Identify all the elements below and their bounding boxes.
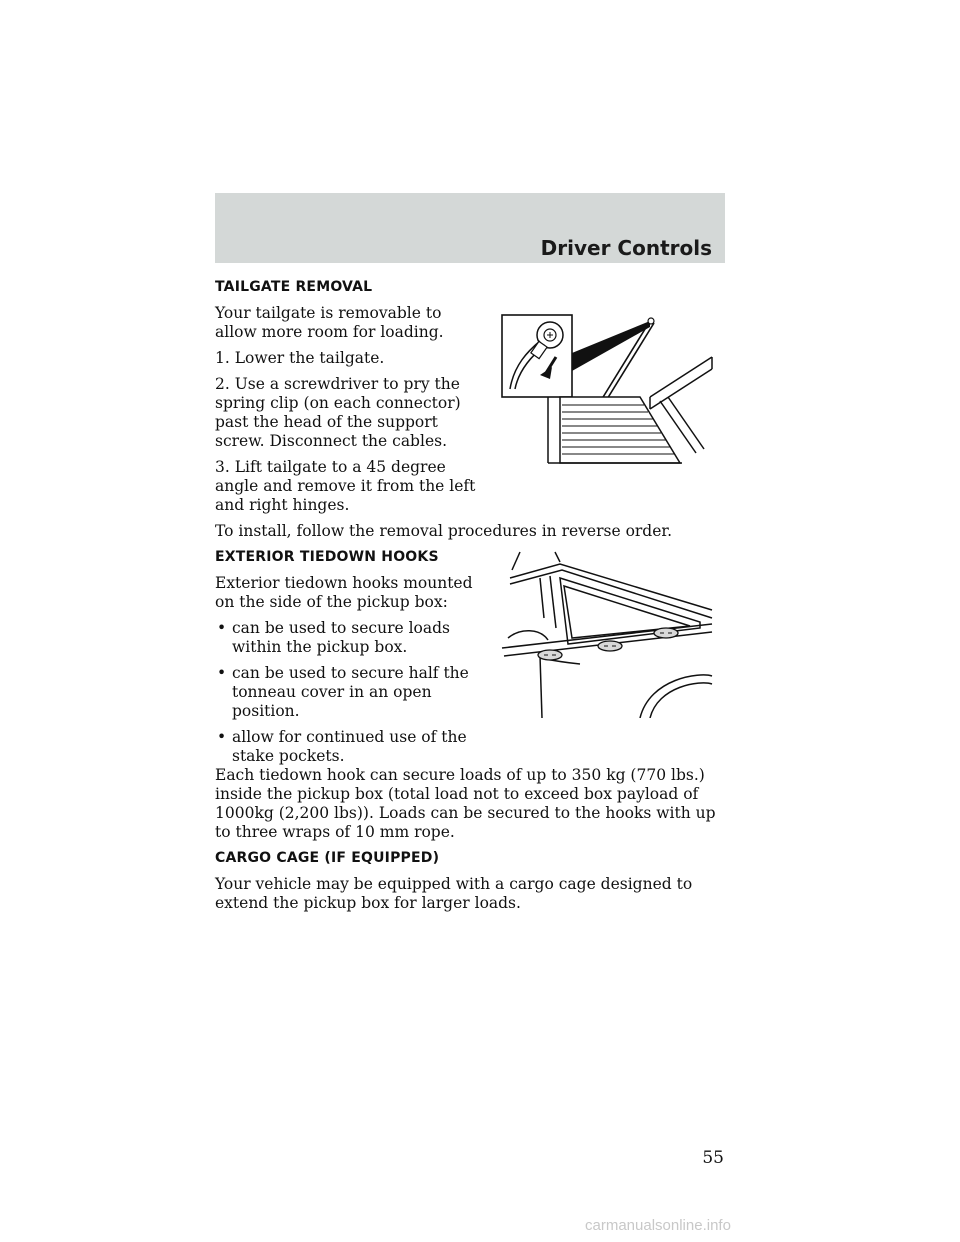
section-header-band bbox=[215, 193, 725, 263]
cargo-cage-heading: CARGO CAGE (IF EQUIPPED) bbox=[215, 850, 440, 866]
tailgate-install-note: To install, follow the removal procedures in reverse order. bbox=[215, 522, 673, 540]
tiedown-capacity: Each tiedown hook can secure loads of up to 350 kg (770 lbs.) inside the pickup box (total load not to exceed box payload of 1000kg (2,200 lbs)). Loads can be secured to the hooks with up to three wraps of 10 mm rope. bbox=[215, 766, 716, 841]
tiedown-intro: Exterior tiedown hooks mounted on the side of the pickup box: bbox=[215, 574, 473, 611]
list-item: • can be used to secure loads within the pickup box. bbox=[217, 619, 451, 656]
bullet: • bbox=[217, 664, 227, 682]
section-title: Driver Controls bbox=[540, 236, 712, 260]
bullet: • bbox=[217, 728, 227, 746]
tailgate-step-1: 1. Lower the tailgate. bbox=[215, 349, 385, 367]
tailgate-heading: TAILGATE REMOVAL bbox=[215, 279, 373, 295]
cargo-cage-text: Your vehicle may be equipped with a cargo cage designed to extend the pickup box for larger loads. bbox=[215, 875, 693, 912]
page-number: 55 bbox=[702, 1148, 724, 1168]
page-content bbox=[215, 278, 730, 920]
tiedown-bullet-list bbox=[215, 619, 480, 766]
tiedown-heading: EXTERIOR TIEDOWN HOOKS bbox=[215, 549, 439, 565]
tailgate-step-2: 2. Use a screwdriver to pry the spring clip (on each connector) past the head of the support screw. Disconnect the cables. bbox=[215, 375, 461, 450]
footer-watermark: carmanualsonline.info bbox=[585, 1217, 731, 1234]
tailgate-step-3: 3. Lift tailgate to a 45 degree angle and remove it from the left and right hinges. bbox=[215, 458, 476, 514]
list-item: • can be used to secure half the tonneau cover in an open position. bbox=[217, 664, 469, 720]
tailgate-intro: Your tailgate is removable to allow more room for loading. bbox=[215, 304, 444, 341]
list-item: • allow for continued use of the stake pockets. bbox=[217, 728, 467, 765]
bullet: • bbox=[217, 619, 227, 637]
